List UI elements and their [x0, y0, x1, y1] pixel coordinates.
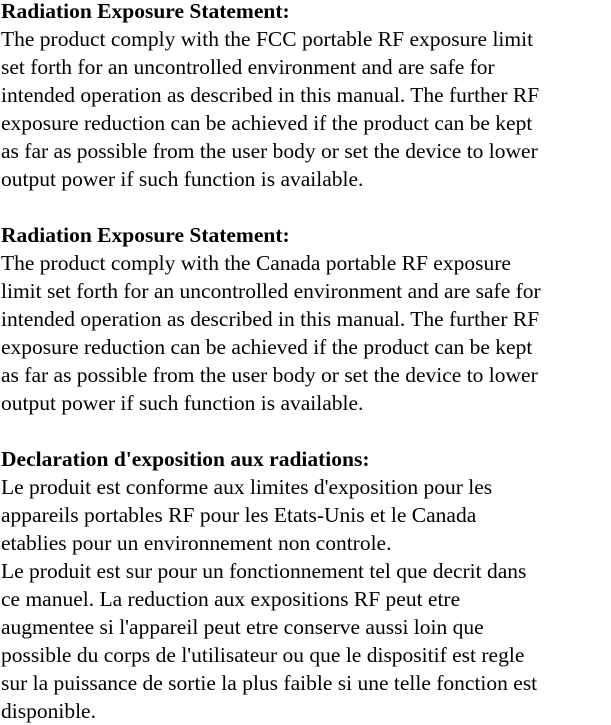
section-spacer [1, 417, 611, 445]
paragraph-line: Le produit est conforme aux limites d'exposition pour les [1, 475, 493, 499]
paragraph-line: sur la puissance de sortie la plus faible si une telle fonction est [1, 671, 538, 695]
paragraph-line: appareils portables RF pour les Etats-Unis et le Canada [1, 503, 477, 527]
section-heading-fcc: Radiation Exposure Statement: [1, 0, 290, 23]
paragraph-line: set forth for an uncontrolled environment and are safe for [1, 55, 495, 79]
section-spacer [1, 193, 611, 221]
paragraph-line: ce manuel. La reduction aux expositions RF peut etre [1, 587, 461, 611]
french-declaration-section [1, 445, 611, 725]
paragraph-line: intended operation as described in this manual. The further RF [1, 307, 540, 331]
paragraph-line: as far as possible from the user body or set the device to lower [1, 139, 538, 163]
canada-statement-section [1, 221, 611, 417]
paragraph-line: output power if such function is available. [1, 391, 364, 415]
paragraph-line: Le produit est sur pour un fonctionnement tel que decrit dans [1, 559, 527, 583]
paragraph-line: The product comply with the Canada portable RF exposure [1, 251, 511, 275]
paragraph-line: possible du corps de l'utilisateur ou que le dispositif est regle [1, 643, 525, 667]
section-heading-french: Declaration d'exposition aux radiations: [1, 447, 370, 471]
paragraph-line: exposure reduction can be achieved if the product can be kept [1, 111, 533, 135]
paragraph-line: etablies pour un environnement non controle. [1, 531, 392, 555]
paragraph-line: exposure reduction can be achieved if the product can be kept [1, 335, 533, 359]
paragraph-line: output power if such function is available. [1, 167, 364, 191]
fcc-statement-section [1, 0, 611, 193]
section-heading-canada: Radiation Exposure Statement: [1, 223, 290, 247]
document [1, 0, 611, 725]
paragraph-line: augmentee si l'appareil peut etre conserve aussi loin que [1, 615, 484, 639]
paragraph-line: disponible. [1, 699, 96, 723]
paragraph-line: as far as possible from the user body or set the device to lower [1, 363, 538, 387]
paragraph-line: The product comply with the FCC portable RF exposure limit [1, 27, 534, 51]
paragraph-line: intended operation as described in this manual. The further RF [1, 83, 540, 107]
paragraph-line: limit set forth for an uncontrolled environment and are safe for [1, 279, 541, 303]
